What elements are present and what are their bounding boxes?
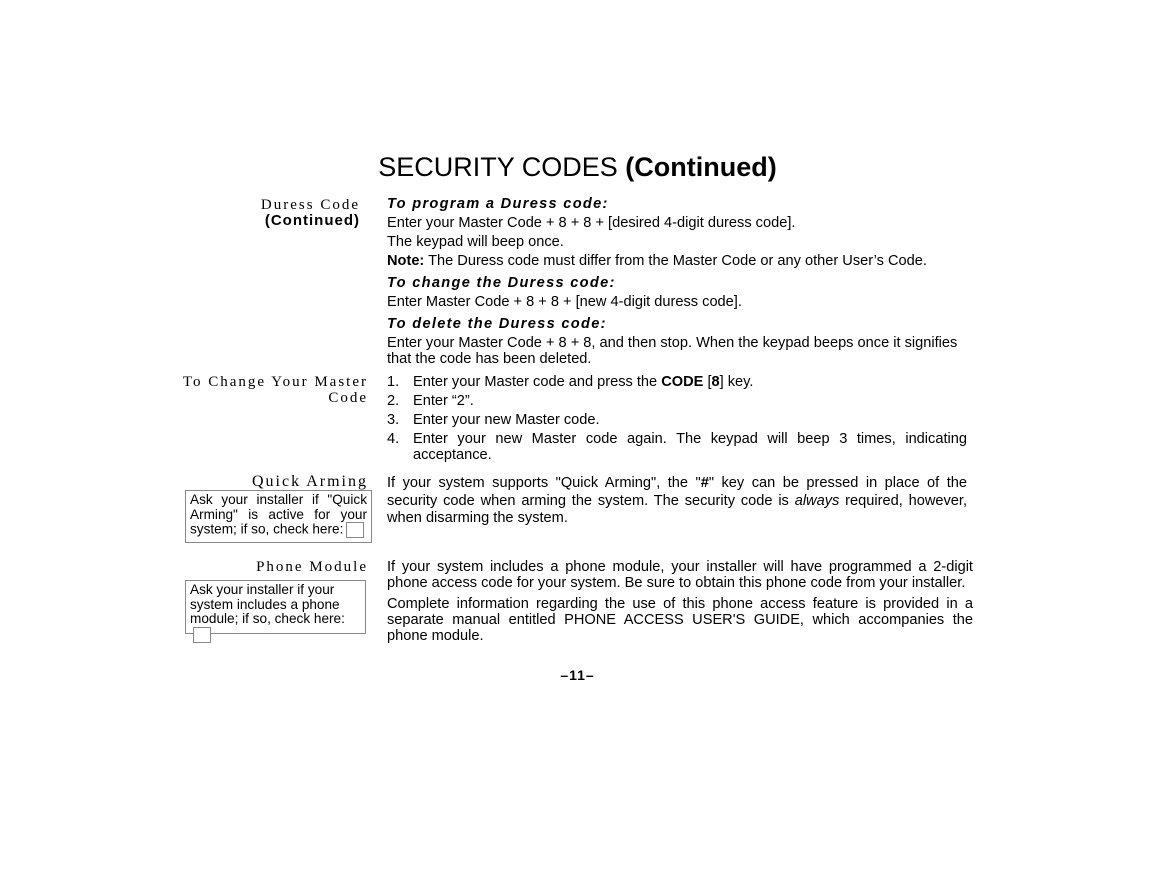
phone-module-check-box	[185, 580, 366, 634]
side-label-master	[150, 374, 368, 406]
list-item	[387, 412, 967, 428]
always-emphasis: always	[794, 492, 840, 509]
quick-arming-text: If your system supports "Quick Arming", the "	[387, 475, 701, 491]
phone-module-box-text: Ask your installer if your system includes a phone module; if so, check here:	[190, 582, 345, 627]
step-text: Enter your new Master code again. The keypad will beep 3 times, indicating acceptance.	[413, 431, 967, 463]
step-text: [	[703, 374, 712, 390]
note-text: The Duress code must differ from the Master Code or any other User’s Code.	[424, 253, 927, 269]
master-steps-list	[387, 374, 967, 463]
phone-module-para1: If your system includes a phone module, your installer will have programmed a 2-digit phone access code for your system. Be sure to obtain this phone code from your installer.	[387, 559, 973, 591]
title-continued: (Continued)	[625, 152, 777, 182]
quick-arming-text: required, however, when disarming the system.	[387, 492, 967, 526]
quick-arming-text: " key can be pressed in place of the security code when arming the system. The security code is	[387, 475, 967, 509]
step-number: 4.	[387, 431, 400, 447]
step-bold-key: 8	[711, 374, 720, 390]
duress-section	[387, 196, 973, 367]
side-label-phone-module: Phone Module	[256, 559, 368, 575]
program-duress-line1: Enter your Master Code + 8 + 8 + [desired 4-digit duress code].	[387, 215, 796, 231]
change-duress-heading: To change the Duress code:	[387, 275, 616, 291]
list-item	[387, 374, 967, 390]
side-label-duress-text: Duress Code	[260, 197, 360, 213]
side-label-master-line1: To Change Your Master	[182, 374, 368, 390]
quick-arming-box-text: Ask your installer if "Quick Arming" is active for your system; if so, check here:	[190, 492, 367, 537]
title-main: SECURITY CODES	[378, 152, 618, 182]
side-label-duress-continued: (Continued)	[264, 212, 360, 229]
delete-duress-heading: To delete the Duress code:	[387, 316, 607, 332]
step-number: 3.	[387, 412, 400, 428]
list-item	[387, 393, 967, 409]
step-text: ] key.	[719, 374, 754, 390]
side-label-duress	[180, 197, 360, 229]
hash-key: #	[700, 475, 709, 491]
phone-module-checkbox[interactable]	[193, 627, 211, 643]
step-text: Enter “2”.	[413, 393, 474, 409]
step-number: 1.	[387, 374, 400, 390]
quick-arming-checkbox[interactable]	[346, 522, 364, 538]
side-label-master-line2: Code	[328, 390, 368, 406]
master-section	[387, 374, 967, 463]
quick-arming-body	[387, 475, 967, 528]
program-duress-line2: The keypad will beep once.	[387, 234, 564, 250]
phone-module-para2: Complete information regarding the use of this phone access feature is provided in a separate manual entitled PHONE ACCESS USER'S GUIDE, which accompanies the phone module.	[387, 596, 973, 644]
list-item	[387, 431, 967, 463]
delete-duress-line: Enter your Master Code + 8 + 8, and then stop. When the keypad beeps once it signifies that the code has been deleted.	[387, 335, 958, 367]
page-number: –11–	[560, 667, 595, 683]
program-duress-heading: To program a Duress code:	[387, 196, 609, 212]
change-duress-line: Enter Master Code + 8 + 8 + [new 4-digit duress code].	[387, 294, 742, 310]
note-label: Note:	[387, 253, 425, 269]
side-label-quick-arming: Quick Arming	[252, 473, 368, 490]
duress-note	[387, 253, 973, 269]
step-text: Enter your new Master code.	[413, 412, 600, 428]
step-bold-code: CODE	[661, 374, 704, 390]
quick-arming-check-box	[185, 490, 372, 543]
step-text: Enter your Master code and press the	[413, 374, 662, 390]
page-title	[0, 152, 1155, 183]
step-number: 2.	[387, 393, 400, 409]
phone-module-body	[387, 559, 973, 644]
